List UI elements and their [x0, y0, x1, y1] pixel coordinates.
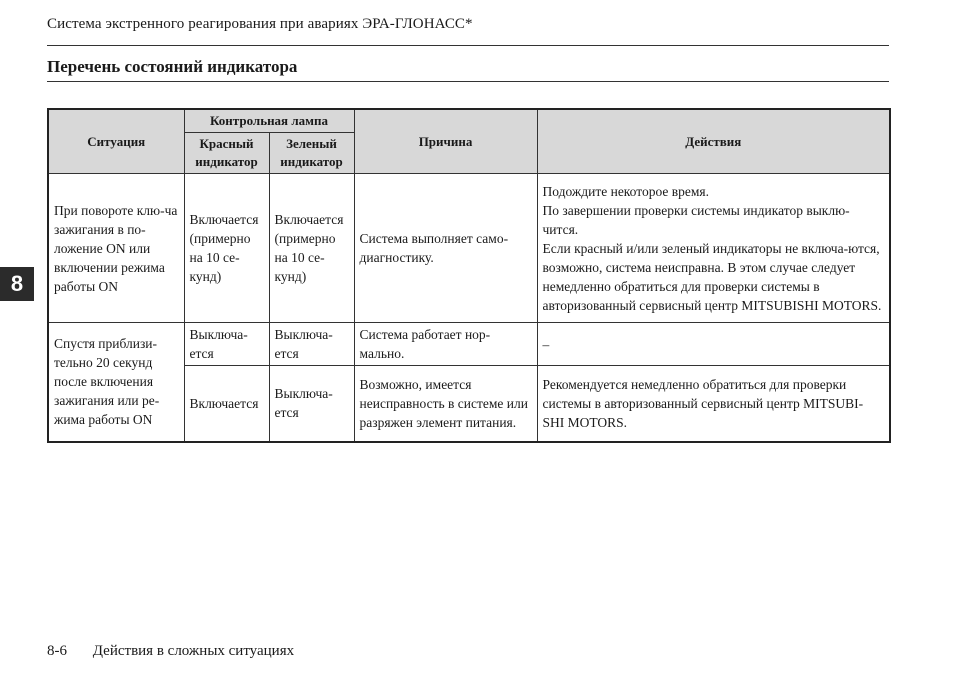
table-row	[48, 323, 890, 366]
header-rule	[47, 45, 889, 46]
cell-situation: При повороте клю-ча зажигания в по-ложение ON или включении режима работы ON	[48, 174, 184, 323]
header-lamp: Контрольная лампа	[184, 109, 354, 133]
page-footer	[47, 643, 294, 660]
table-header-row	[48, 109, 890, 133]
header-situation: Ситуация	[48, 109, 184, 174]
cell-red: Выключа-ется	[184, 323, 269, 366]
cell-situation: Спустя приблизи-тельно 20 секунд после включения зажигания или ре-жима работы ON	[48, 323, 184, 442]
cell-actions	[537, 174, 890, 323]
cell-red: Включается	[184, 366, 269, 442]
header-reason: Причина	[354, 109, 537, 174]
cell-red: Включается (примерно на 10 се-кунд)	[184, 174, 269, 323]
table-row	[48, 174, 890, 323]
page-number: 8-6	[47, 643, 67, 659]
running-header: Система экстренного реагирования при авариях ЭРА-ГЛОНАСС*	[47, 16, 473, 32]
section-title: Перечень состояний индикатора	[47, 57, 298, 76]
cell-green: Выключа-ется	[269, 366, 354, 442]
action-line: Подождите некоторое время.	[542, 183, 710, 199]
cell-actions: Рекомендуется немедленно обратиться для проверки системы в авторизованный сервисный центр MITSUBI-SHI MOTORS.	[537, 366, 890, 442]
chapter-tab: 8	[0, 267, 34, 301]
cell-reason: Система выполняет само-диагностику.	[354, 174, 537, 323]
header-green-indicator: Зеленый индикатор	[269, 133, 354, 174]
header-actions: Действия	[537, 109, 890, 174]
action-line: Если красный и/или зеленый индикаторы не включа-ются, возможно, система неисправна. В этом случае следует немедленно обратиться для проверки системы в авторизованный сервисный центр MITSUBISHI MOTORS.	[542, 240, 882, 313]
cell-reason: Возможно, имеется неисправность в системе или разряжен элемент питания.	[354, 366, 537, 442]
cell-actions: –	[537, 323, 890, 366]
cell-green: Выключа-ется	[269, 323, 354, 366]
action-line: По завершении проверки системы индикатор выклю-чится.	[542, 202, 850, 237]
cell-reason: Система работает нор-мально.	[354, 323, 537, 366]
cell-green: Включается (примерно на 10 се-кунд)	[269, 174, 354, 323]
indicator-status-table	[47, 108, 891, 443]
header-red-indicator: Красный индикатор	[184, 133, 269, 174]
footer-chapter-title: Действия в сложных ситуациях	[92, 643, 295, 659]
title-rule	[47, 81, 889, 82]
